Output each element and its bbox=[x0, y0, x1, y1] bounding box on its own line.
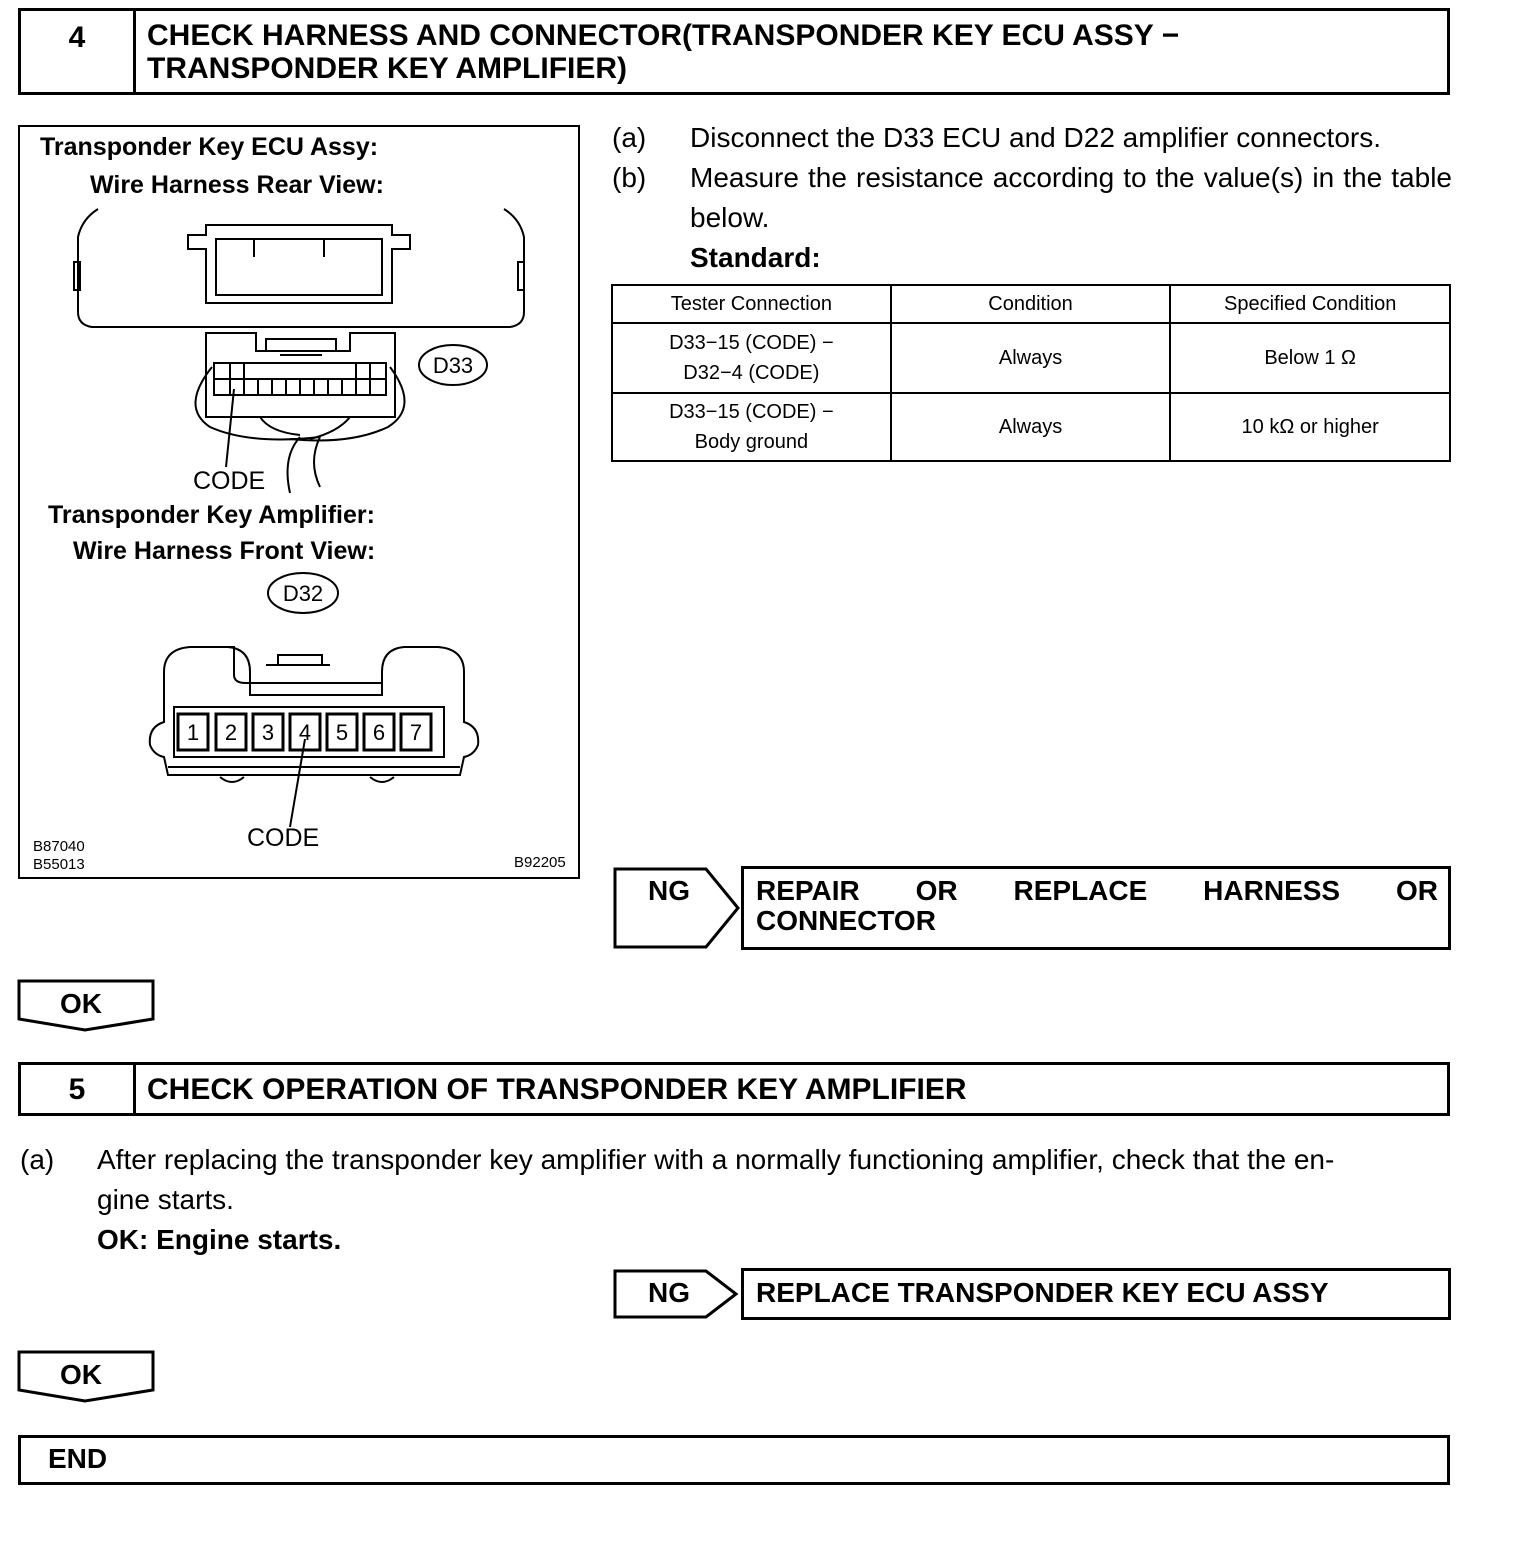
end-label: END bbox=[48, 1443, 108, 1474]
table-header-cell: Specified Condition bbox=[1170, 285, 1450, 323]
amp-pin-4: 4 bbox=[298, 720, 312, 745]
step5-a-line-2: gine starts. bbox=[97, 1184, 234, 1215]
table-cell-condition: Always bbox=[891, 323, 1171, 393]
step-number: 4 bbox=[68, 21, 86, 54]
connection-line-1: D33−15 (CODE) − bbox=[669, 332, 834, 354]
step5-a-line-1: After replacing the transponder key amplifier with a normally functioning amplifier, check that the en- bbox=[97, 1144, 1335, 1175]
ng-label-1: NG bbox=[648, 875, 690, 906]
amp-view-label: Wire Harness Front View: bbox=[73, 537, 376, 565]
table-header-cell: Tester Connection bbox=[612, 285, 891, 323]
step-4-header bbox=[18, 8, 1450, 95]
amp-code-label: CODE bbox=[247, 824, 320, 852]
instruction-a-text: Disconnect the D33 ECU and D22 amplifier connectors. bbox=[690, 122, 1382, 153]
step5-a-label: (a) bbox=[20, 1144, 55, 1175]
ecu-title: Transponder Key ECU Assy: bbox=[40, 133, 379, 161]
connector-figure bbox=[18, 125, 580, 879]
step-divider bbox=[133, 11, 136, 92]
step-number: 5 bbox=[68, 1073, 86, 1106]
instruction-b-text: Measure the resistance according to the value(s) in the table below. bbox=[690, 162, 1452, 233]
amp-pin-6: 6 bbox=[372, 720, 386, 745]
ok-label-2: OK bbox=[60, 1359, 102, 1390]
table-cell-connection bbox=[612, 323, 891, 393]
step-divider bbox=[133, 1065, 136, 1113]
connection-line-1: D33−15 (CODE) − bbox=[669, 401, 834, 423]
step-title-line-1: CHECK HARNESS AND CONNECTOR(TRANSPONDER KEY ECU ASSY − bbox=[147, 19, 1180, 52]
ng-action-line-1: REPAIR OR REPLACE HARNESS OR bbox=[756, 875, 1438, 906]
connection-line-2: D32−4 (CODE) bbox=[683, 362, 820, 384]
step-5-header bbox=[18, 1062, 1450, 1116]
table-cell-connection bbox=[612, 393, 891, 461]
table-cell-condition: Always bbox=[891, 393, 1171, 461]
amp-pin-5: 5 bbox=[335, 720, 349, 745]
figure-code-left-1: B87040 bbox=[33, 838, 85, 855]
amp-pin-2: 2 bbox=[224, 720, 238, 745]
standard-label: Standard: bbox=[690, 242, 821, 273]
ng-label-2: NG bbox=[648, 1277, 690, 1308]
ok-label-1: OK bbox=[60, 988, 102, 1019]
amp-connector-id: D32 bbox=[282, 581, 324, 606]
instruction-b-label: (b) bbox=[612, 162, 647, 193]
connection-line-2: Body ground bbox=[694, 431, 809, 453]
amp-pin-1: 1 bbox=[186, 720, 200, 745]
end-box bbox=[18, 1435, 1450, 1485]
figure-code-left-2: B55013 bbox=[33, 856, 85, 873]
table-row bbox=[612, 323, 1450, 393]
figure-code-right: B92205 bbox=[514, 854, 566, 871]
step5-ok-condition: OK: Engine starts. bbox=[97, 1224, 342, 1255]
spec-table bbox=[611, 284, 1451, 462]
amp-pin-3: 3 bbox=[261, 720, 275, 745]
step-title-line-2: TRANSPONDER KEY AMPLIFIER) bbox=[147, 52, 628, 85]
table-header-cell: Condition bbox=[891, 285, 1171, 323]
amp-pin-7: 7 bbox=[409, 720, 423, 745]
amp-title: Transponder Key Amplifier: bbox=[48, 501, 375, 529]
table-cell-specified: 10 kΩ or higher bbox=[1170, 393, 1450, 461]
ecu-view-label: Wire Harness Rear View: bbox=[90, 171, 384, 199]
table-cell-specified: Below 1 Ω bbox=[1170, 323, 1450, 393]
ng-action-2: REPLACE TRANSPONDER KEY ECU ASSY bbox=[756, 1277, 1329, 1308]
step-title bbox=[147, 19, 1437, 85]
ecu-code-label: CODE bbox=[193, 467, 266, 495]
ng-action-line-2: CONNECTOR bbox=[756, 905, 936, 936]
step-title: CHECK OPERATION OF TRANSPONDER KEY AMPLIFIER bbox=[147, 1073, 967, 1106]
ecu-connector-id: D33 bbox=[432, 353, 474, 378]
instruction-a-label: (a) bbox=[612, 122, 647, 153]
table-header-row bbox=[612, 285, 1450, 323]
table-row bbox=[612, 393, 1450, 461]
